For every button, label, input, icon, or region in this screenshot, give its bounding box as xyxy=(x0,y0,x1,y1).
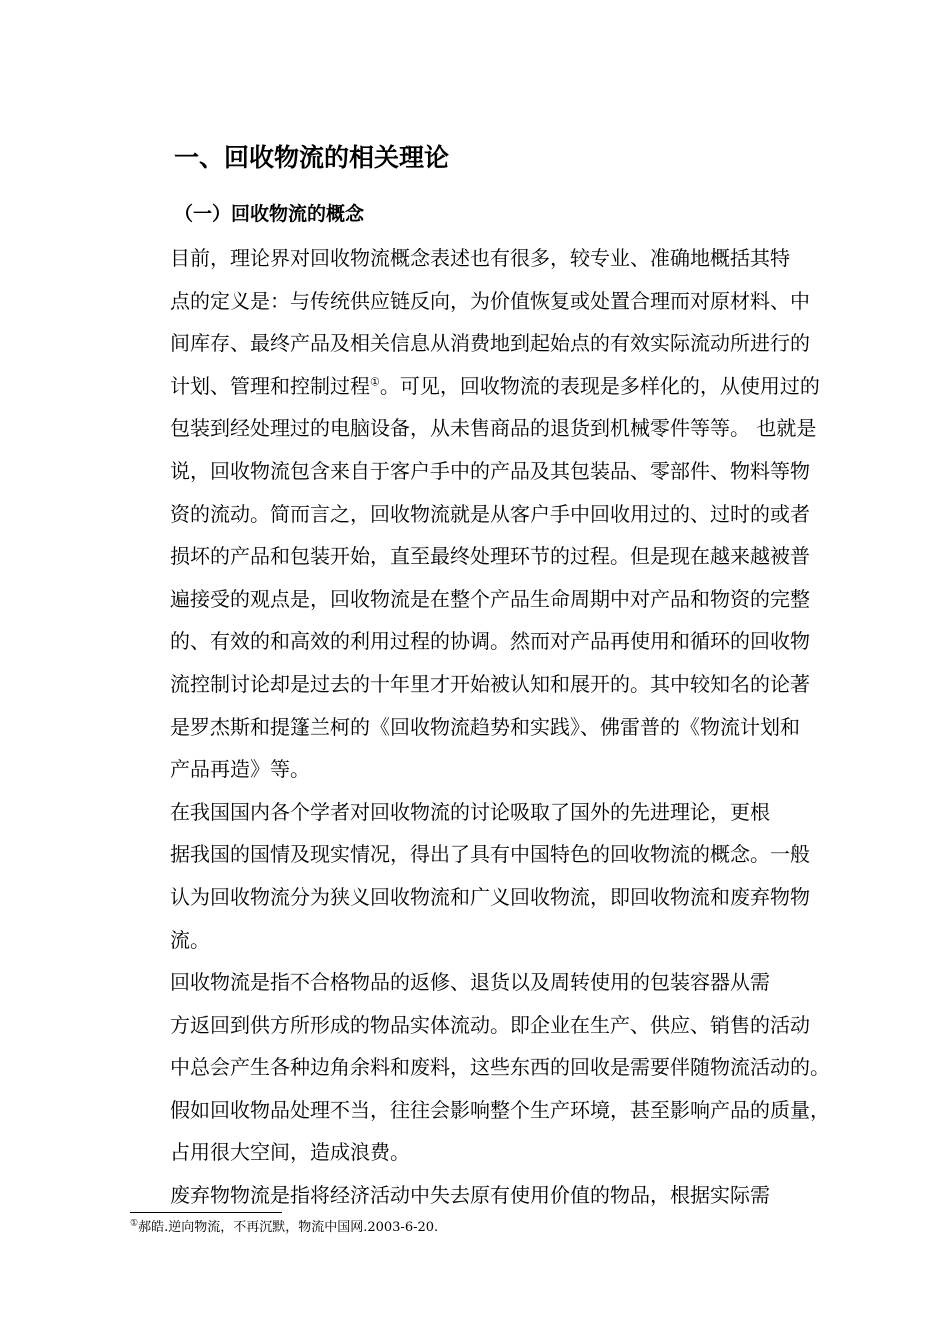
text-line: 回收物流是指不合格物品的返修、退货以及周转使用的包装容器从需 xyxy=(170,970,770,995)
text-line: 产品再造》等。 xyxy=(170,757,310,782)
footnote-text: 郝皓.逆向物流，不再沉默，物流中国网.2003-6-20. xyxy=(138,1220,439,1235)
text-line: 在我国国内各个学者对回收物流的讨论吸取了国外的先进理论，更根 xyxy=(170,799,770,824)
text-line: 据我国的国情及现实情况，得出了具有中国特色的回收物流的概念。一般 xyxy=(170,842,810,867)
section-heading: 一、回收物流的相关理论 xyxy=(174,143,450,172)
text-segment: 。可见，回收物流的表现是多样化的，从使用过的 xyxy=(379,373,820,398)
text-segment: 计划、管理和控制过程 xyxy=(170,373,370,398)
text-line: 的、有效的和高效的利用过程的协调。然而对产品再使用和循环的回收物 xyxy=(170,629,810,654)
paragraph-4 xyxy=(130,1174,852,1217)
text-line: 是罗杰斯和提篷兰柯的《回收物流趋势和实践》、佛雷普的《物流计划和 xyxy=(170,714,800,739)
text-line: 遍接受的观点是，回收物流是在整个产品生命周期中对产品和物资的完整 xyxy=(170,586,810,611)
text-line: 中总会产生各种边角余料和废料，这些东西的回收是需要伴随物流活动的。 xyxy=(170,1055,830,1080)
text-line: 假如回收物品处理不当，往往会影响整个生产环境，甚至影响产品的质量， xyxy=(170,1097,830,1122)
footnote-divider xyxy=(130,1212,282,1213)
text-line: 包装到经处理过的电脑设备，从未售商品的退货到机械零件等等。 也就是 xyxy=(170,416,817,441)
text-line: 流控制讨论却是过去的十年里才开始被认知和展开的。其中较知名的论著 xyxy=(170,671,810,696)
body-text xyxy=(130,237,852,1217)
paragraph-2 xyxy=(130,791,852,961)
footnote-reference: ① xyxy=(370,375,380,389)
paragraph-1 xyxy=(130,237,852,791)
text-line: 损坏的产品和包装开始，直至最终处理环节的过程。但是现在越来越被普 xyxy=(170,544,810,569)
text-line: 流。 xyxy=(170,927,210,952)
text-line: 认为回收物流分为狭义回收物流和广义回收物流，即回收物流和废弃物物 xyxy=(170,884,810,909)
text-line: 说，回收物流包含来自于客户手中的产品及其包装品、零部件、物料等物 xyxy=(170,458,810,483)
footnote-marker: ① xyxy=(130,1218,139,1229)
text-line xyxy=(130,365,852,408)
text-line: 点的定义是：与传统供应链反向，为价值恢复或处置合理而对原材料、中 xyxy=(170,288,810,313)
text-line: 间库存、最终产品及相关信息从消费地到起始点的有效实际流动所进行的 xyxy=(170,331,810,356)
subsection-heading: （一）回收物流的概念 xyxy=(174,203,365,225)
text-line: 占用很大空间，造成浪费。 xyxy=(170,1140,410,1165)
text-line: 废弃物物流是指将经济活动中失去原有使用价值的物品，根据实际需 xyxy=(170,1183,770,1208)
text-line: 方返回到供方所形成的物品实体流动。即企业在生产、供应、销售的活动 xyxy=(170,1012,810,1037)
paragraph-3 xyxy=(130,961,852,1174)
text-line: 目前，理论界对回收物流概念表述也有很多，较专业、准确地概括其特 xyxy=(170,246,790,270)
footnote xyxy=(130,1219,438,1237)
text-line: 资的流动。简而言之，回收物流就是从客户手中回收用过的、过时的或者 xyxy=(170,501,810,526)
